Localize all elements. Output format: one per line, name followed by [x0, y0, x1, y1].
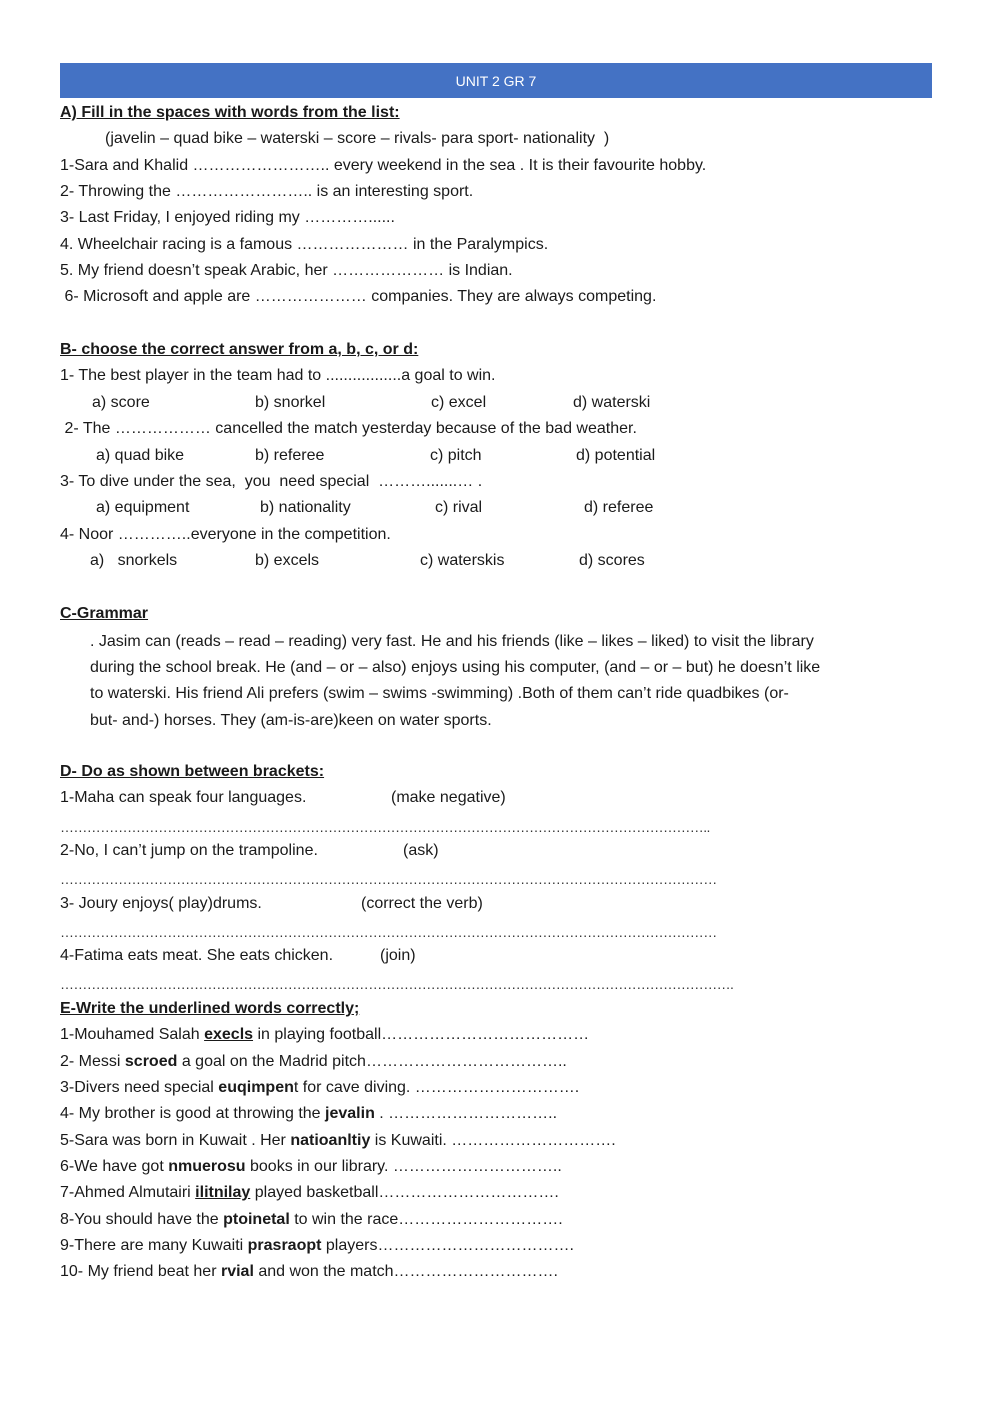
mcq-3-option-c: c) rival — [435, 499, 483, 516]
spelling-text: 5-Sara was born in Kuwait . Her — [60, 1132, 291, 1149]
section-b-heading: B- choose the correct answer from a, b, c, or d: — [60, 341, 419, 358]
fill-item-6: 6- Microsoft and apple are ………………… companies. They are always competing. — [60, 288, 657, 305]
mcq-4-option-c: c) waterskis — [420, 552, 505, 569]
spelling-text: 1-Mouhamed Salah — [60, 1026, 205, 1043]
fill-item-3: 3- Last Friday, I enjoyed riding my …………...... — [60, 209, 395, 226]
spelling-text: 9-There are many Kuwaiti — [60, 1237, 248, 1254]
transform-instruction-2: (ask) — [403, 842, 439, 859]
mcq-4-option-a: a) snorkels — [90, 552, 178, 569]
misspelled-word: ptoinetal — [223, 1211, 290, 1228]
mcq-1-option-c: c) excel — [431, 394, 487, 411]
transform-instruction-4: (join) — [380, 947, 416, 964]
mcq-3-option-d: d) referee — [584, 499, 654, 516]
misspelled-word: ilitnilay — [195, 1184, 251, 1201]
spelling-text: 7-Ahmed Almutairi — [60, 1184, 196, 1201]
spelling-text: 3-Divers need special — [60, 1079, 219, 1096]
spelling-item-1 — [60, 1025, 589, 1045]
mcq-1-option-b: b) snorkel — [255, 394, 326, 411]
spelling-item-9 — [60, 1236, 574, 1256]
grammar-line: but- and-) horses. They (am-is-are)keen on water sports. — [90, 711, 492, 729]
spelling-item-3 — [60, 1078, 579, 1098]
mcq-question-4: 4- Noor …………..everyone in the competition. — [60, 526, 391, 543]
misspelled-word: rvial — [220, 1263, 254, 1280]
section-a-heading: A) Fill in the spaces with words from the list: — [60, 104, 400, 121]
spelling-item-4 — [60, 1104, 557, 1124]
spelling-item-8 — [60, 1210, 563, 1230]
spelling-item-10 — [60, 1262, 558, 1282]
misspelled-word: euqimpen — [218, 1079, 294, 1096]
spelling-text: in playing football………………………………… — [253, 1026, 590, 1043]
transform-sentence-4: 4-Fatima eats meat. She eats chicken. — [60, 947, 334, 964]
spelling-text: 8-You should have the — [60, 1211, 224, 1228]
transform-sentence-2: 2-No, I can’t jump on the trampoline. — [60, 842, 318, 859]
answer-line-1: ……………………………………………………………………………………………………………………………….. — [60, 819, 710, 835]
spelling-text: 6-We have got — [60, 1158, 169, 1175]
grammar-line: during the school break. He (and – or – also) enjoys using his computer, (and – or – but) he doesn’t like — [90, 659, 821, 677]
fill-item-4: 4. Wheelchair racing is a famous ………………… in the Paralympics. — [60, 236, 549, 253]
grammar-line: to waterski. His friend Ali prefers (swim – swims -swimming) .Both of them can’t ride quadbikes (or- — [90, 685, 789, 703]
mcq-3-option-b: b) nationality — [260, 499, 351, 516]
fill-item-5: 5. My friend doesn’t speak Arabic, her ………………… is Indian. — [60, 262, 513, 279]
spelling-text: 10- My friend beat her — [60, 1263, 221, 1280]
title-banner: UNIT 2 GR 7 — [60, 63, 932, 98]
mcq-3-option-a: a) equipment — [96, 499, 190, 516]
spelling-text: t for cave diving. …………………………. — [293, 1079, 580, 1096]
spelling-text: and won the match…………………………. — [253, 1263, 558, 1280]
misspelled-word: prasraopt — [247, 1237, 322, 1254]
spelling-item-5 — [60, 1131, 616, 1151]
mcq-2-option-a: a) quad bike — [96, 447, 185, 464]
mcq-1-option-a: a) score — [92, 394, 150, 411]
misspelled-word: natioanltiy — [290, 1132, 371, 1149]
spelling-text: played basketball……………………………. — [250, 1184, 559, 1201]
word-list: (javelin – quad bike – waterski – score – rivals- para sport- nationality ) — [105, 130, 610, 147]
spelling-text: 4- My brother is good at throwing the — [60, 1105, 326, 1122]
mcq-4-option-d: d) scores — [579, 552, 645, 569]
spelling-text: is Kuwaiti. …………………………. — [370, 1132, 616, 1149]
mcq-question-2: 2- The ……………… cancelled the match yesterday because of the bad weather. — [60, 420, 637, 437]
spelling-text: players………………………………. — [321, 1237, 574, 1254]
spelling-item-2 — [60, 1052, 567, 1072]
mcq-4-option-b: b) excels — [255, 552, 320, 569]
grammar-paragraph — [90, 629, 932, 734]
misspelled-word: scroed — [124, 1053, 178, 1070]
spelling-text: . ………………………….. — [374, 1105, 558, 1122]
answer-line-2: ………………………………………………………………………………………………………………………………… — [60, 871, 717, 887]
section-c-heading: C-Grammar — [60, 605, 149, 622]
misspelled-word: execls — [204, 1026, 254, 1043]
fill-item-2: 2- Throwing the …………………….. is an interesting sport. — [60, 183, 474, 200]
mcq-question-3: 3- To dive under the sea, you need special ……….......… . — [60, 473, 483, 490]
mcq-2-option-d: d) potential — [576, 447, 656, 464]
transform-instruction-3: (correct the verb) — [361, 895, 483, 912]
fill-item-1: 1-Sara and Khalid …………………….. every weekend in the sea . It is their favourite hobby. — [60, 157, 707, 174]
answer-line-4: ……………………………………………………………………………………………………………………………………. — [60, 976, 734, 992]
transform-instruction-1: (make negative) — [391, 789, 506, 806]
mcq-1-option-d: d) waterski — [573, 394, 651, 411]
mcq-question-1: 1- The best player in the team had to .................a goal to win. — [60, 367, 496, 384]
answer-line-3: ………………………………………………………………………………………………………………………………… — [60, 924, 717, 940]
section-e-heading: E-Write the underlined words correctly; — [60, 1000, 360, 1017]
spelling-text: a goal on the Madrid pitch……………………………….. — [177, 1053, 567, 1070]
mcq-2-option-c: c) pitch — [430, 447, 482, 464]
transform-sentence-1: 1-Maha can speak four languages. — [60, 789, 307, 806]
section-d-heading: D- Do as shown between brackets: — [60, 763, 325, 780]
spelling-item-6 — [60, 1157, 562, 1177]
misspelled-word: nmuerosu — [168, 1158, 246, 1175]
misspelled-word: jevalin — [325, 1105, 375, 1122]
mcq-2-option-b: b) referee — [255, 447, 325, 464]
grammar-line: . Jasim can (reads – read – reading) very fast. He and his friends (like – likes – liked) to visit the library — [90, 633, 814, 650]
spelling-text: to win the race…………………………. — [289, 1211, 563, 1228]
spelling-text: books in our library. ………………………….. — [245, 1158, 562, 1175]
spelling-item-7 — [60, 1183, 559, 1203]
transform-sentence-3: 3- Joury enjoys( play)drums. — [60, 895, 262, 912]
spelling-text: 2- Messi — [60, 1053, 125, 1070]
